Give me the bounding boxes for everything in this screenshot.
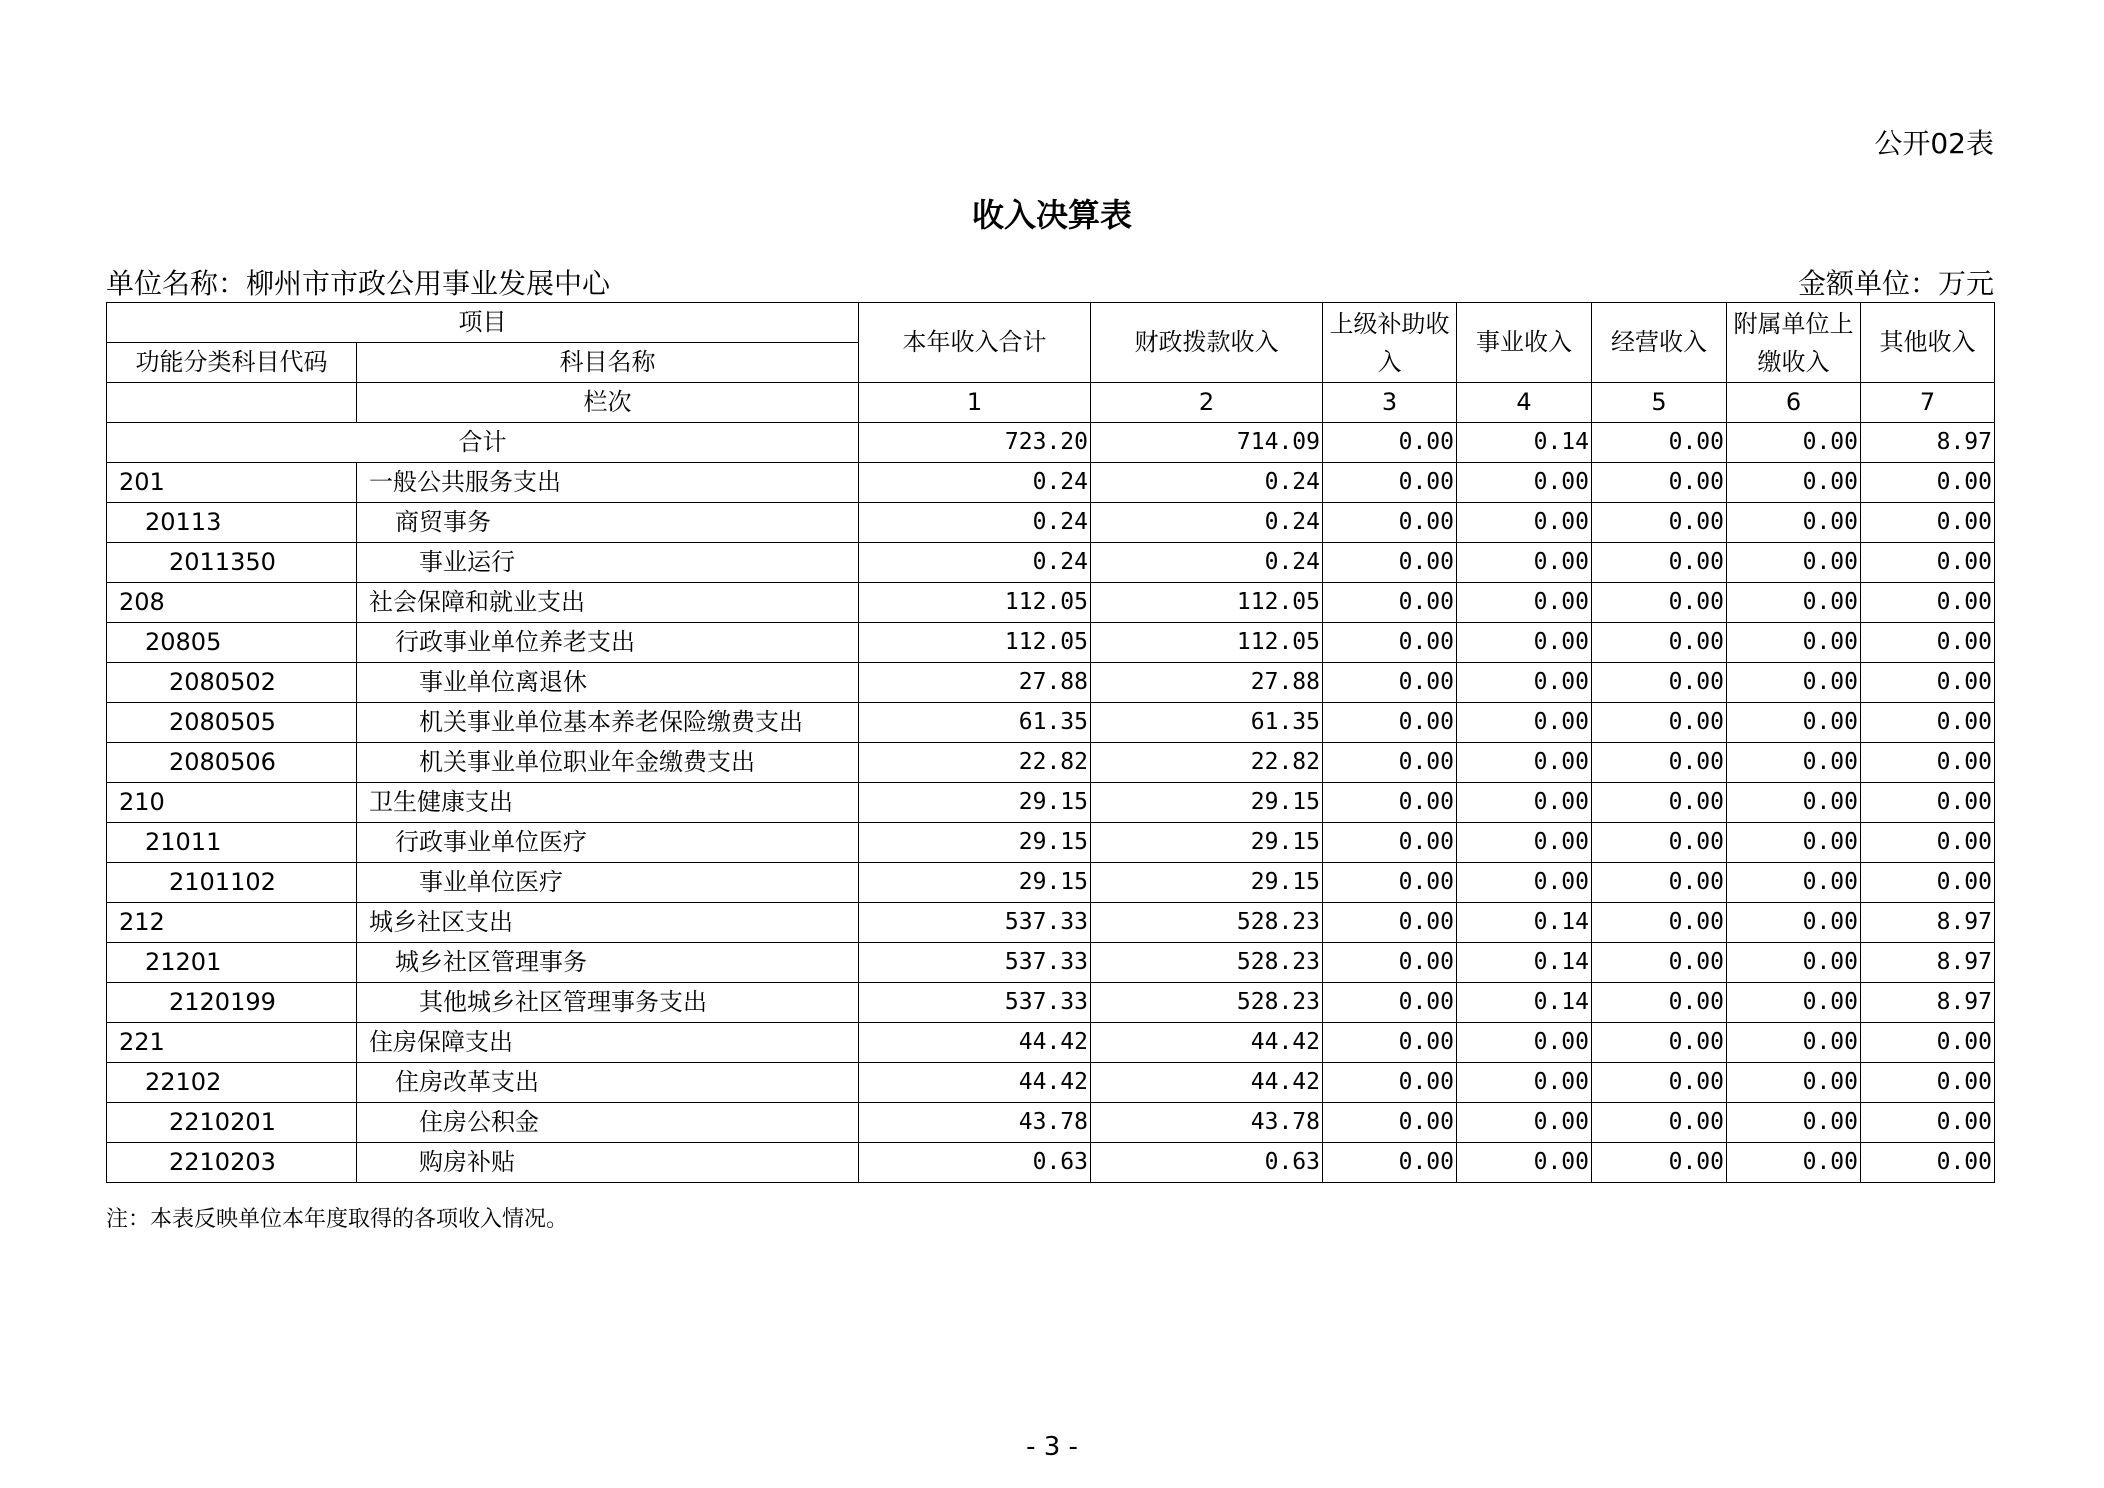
row-value: 0.00 xyxy=(1861,1023,1995,1063)
table-row xyxy=(107,663,1995,703)
row-value: 29.15 xyxy=(1091,863,1323,903)
row-value: 0.00 xyxy=(1323,543,1457,583)
row-value: 112.05 xyxy=(1091,623,1323,663)
row-value: 537.33 xyxy=(859,903,1091,943)
row-value: 0.00 xyxy=(1457,663,1592,703)
row-value: 528.23 xyxy=(1091,983,1323,1023)
table-row xyxy=(107,983,1995,1023)
row-value: 0.00 xyxy=(1592,743,1727,783)
table-row xyxy=(107,623,1995,663)
row-value: 0.00 xyxy=(1861,743,1995,783)
index-label: 栏次 xyxy=(357,383,859,423)
row-value: 0.00 xyxy=(1592,703,1727,743)
table-row xyxy=(107,743,1995,783)
row-code: 2120199 xyxy=(107,983,357,1023)
header-code: 功能分类科目代码 xyxy=(107,343,357,383)
row-name: 行政事业单位医疗 xyxy=(357,823,859,863)
row-name: 其他城乡社区管理事务支出 xyxy=(357,983,859,1023)
row-value: 44.42 xyxy=(859,1063,1091,1103)
row-value: 22.82 xyxy=(1091,743,1323,783)
row-code: 212 xyxy=(107,903,357,943)
row-value: 0.00 xyxy=(1457,703,1592,743)
row-value: 0.24 xyxy=(859,543,1091,583)
row-value: 44.42 xyxy=(1091,1023,1323,1063)
row-value: 0.00 xyxy=(1457,783,1592,823)
table-row xyxy=(107,503,1995,543)
row-code: 20113 xyxy=(107,503,357,543)
row-value: 0.00 xyxy=(1727,543,1861,583)
row-value: 0.00 xyxy=(1861,503,1995,543)
row-value: 0.00 xyxy=(1727,743,1861,783)
row-name: 城乡社区支出 xyxy=(357,903,859,943)
row-value: 44.42 xyxy=(859,1023,1091,1063)
row-value: 0.00 xyxy=(1592,903,1727,943)
row-value: 0.00 xyxy=(1861,863,1995,903)
row-value: 112.05 xyxy=(1091,583,1323,623)
row-value: 528.23 xyxy=(1091,903,1323,943)
income-table xyxy=(106,302,1995,1183)
row-value: 0.00 xyxy=(1457,503,1592,543)
row-value: 0.00 xyxy=(1457,583,1592,623)
row-value: 0.00 xyxy=(1323,943,1457,983)
row-value: 0.00 xyxy=(1592,983,1727,1023)
row-code: 2080506 xyxy=(107,743,357,783)
row-value: 44.42 xyxy=(1091,1063,1323,1103)
row-value: 0.00 xyxy=(1457,1103,1592,1143)
row-name: 事业单位医疗 xyxy=(357,863,859,903)
row-value: 0.00 xyxy=(1323,783,1457,823)
row-value: 0.00 xyxy=(1861,463,1995,503)
row-name: 城乡社区管理事务 xyxy=(357,943,859,983)
row-value: 0.63 xyxy=(1091,1143,1323,1183)
table-row xyxy=(107,783,1995,823)
form-code: 公开02表 xyxy=(1874,127,1994,160)
row-value: 0.00 xyxy=(1861,1103,1995,1143)
row-value: 0.00 xyxy=(1592,1143,1727,1183)
total-value: 8.97 xyxy=(1861,423,1995,463)
row-value: 0.00 xyxy=(1861,1063,1995,1103)
total-row xyxy=(107,423,1995,463)
table-row xyxy=(107,863,1995,903)
index-num: 1 xyxy=(859,383,1091,423)
row-value: 8.97 xyxy=(1861,983,1995,1023)
row-value: 0.00 xyxy=(1727,983,1861,1023)
row-value: 8.97 xyxy=(1861,903,1995,943)
row-value: 0.00 xyxy=(1592,463,1727,503)
row-value: 0.00 xyxy=(1592,503,1727,543)
index-row xyxy=(107,383,1995,423)
row-name: 事业单位离退休 xyxy=(357,663,859,703)
row-code: 20805 xyxy=(107,623,357,663)
row-value: 43.78 xyxy=(1091,1103,1323,1143)
row-value: 61.35 xyxy=(859,703,1091,743)
row-value: 0.00 xyxy=(1861,703,1995,743)
row-value: 0.00 xyxy=(1592,583,1727,623)
row-name: 住房保障支出 xyxy=(357,1023,859,1063)
index-blank xyxy=(107,383,357,423)
row-name: 机关事业单位基本养老保险缴费支出 xyxy=(357,703,859,743)
row-value: 0.00 xyxy=(1457,863,1592,903)
row-value: 0.00 xyxy=(1861,663,1995,703)
row-value: 0.00 xyxy=(1861,783,1995,823)
row-value: 0.00 xyxy=(1457,623,1592,663)
row-value: 0.14 xyxy=(1457,903,1592,943)
row-name: 卫生健康支出 xyxy=(357,783,859,823)
row-value: 0.00 xyxy=(1592,1103,1727,1143)
row-name: 事业运行 xyxy=(357,543,859,583)
table-row xyxy=(107,943,1995,983)
header-item: 项目 xyxy=(107,303,859,343)
table-row xyxy=(107,583,1995,623)
row-value: 0.00 xyxy=(1323,623,1457,663)
row-value: 22.82 xyxy=(859,743,1091,783)
table-note: 注：本表反映单位本年度取得的各项收入情况。 xyxy=(106,1207,569,1232)
row-value: 0.00 xyxy=(1727,823,1861,863)
index-num: 3 xyxy=(1323,383,1457,423)
row-value: 0.00 xyxy=(1592,663,1727,703)
row-name: 住房公积金 xyxy=(357,1103,859,1143)
row-value: 0.00 xyxy=(1457,743,1592,783)
row-value: 8.97 xyxy=(1861,943,1995,983)
row-value: 0.24 xyxy=(859,503,1091,543)
row-value: 0.00 xyxy=(1727,1143,1861,1183)
index-num: 7 xyxy=(1861,383,1995,423)
row-code: 2210203 xyxy=(107,1143,357,1183)
table-row xyxy=(107,903,1995,943)
row-value: 43.78 xyxy=(859,1103,1091,1143)
header-row-1 xyxy=(107,303,1995,343)
row-value: 0.00 xyxy=(1861,1143,1995,1183)
row-value: 0.00 xyxy=(1727,1103,1861,1143)
row-code: 2101102 xyxy=(107,863,357,903)
row-value: 0.00 xyxy=(1457,543,1592,583)
row-name: 行政事业单位养老支出 xyxy=(357,623,859,663)
row-value: 0.00 xyxy=(1727,463,1861,503)
row-value: 0.00 xyxy=(1727,863,1861,903)
row-value: 0.00 xyxy=(1323,503,1457,543)
row-value: 0.00 xyxy=(1323,823,1457,863)
row-value: 0.00 xyxy=(1323,1103,1457,1143)
row-value: 0.00 xyxy=(1727,1023,1861,1063)
row-value: 0.00 xyxy=(1727,583,1861,623)
row-code: 2210201 xyxy=(107,1103,357,1143)
row-code: 2080502 xyxy=(107,663,357,703)
total-value: 714.09 xyxy=(1091,423,1323,463)
row-value: 0.14 xyxy=(1457,943,1592,983)
row-name: 社会保障和就业支出 xyxy=(357,583,859,623)
total-value: 723.20 xyxy=(859,423,1091,463)
row-value: 0.00 xyxy=(1727,943,1861,983)
total-label: 合计 xyxy=(107,423,859,463)
page-title: 收入决算表 xyxy=(971,196,1132,234)
row-value: 0.00 xyxy=(1727,703,1861,743)
table-row xyxy=(107,463,1995,503)
total-value: 0.00 xyxy=(1727,423,1861,463)
index-num: 6 xyxy=(1727,383,1861,423)
row-value: 0.00 xyxy=(1457,463,1592,503)
row-value: 0.24 xyxy=(1091,503,1323,543)
row-name: 商贸事务 xyxy=(357,503,859,543)
row-value: 29.15 xyxy=(1091,823,1323,863)
row-value: 0.00 xyxy=(1323,1143,1457,1183)
row-code: 21201 xyxy=(107,943,357,983)
header-other: 其他收入 xyxy=(1861,303,1995,383)
amount-unit: 金额单位：万元 xyxy=(1797,267,1994,300)
row-value: 0.00 xyxy=(1592,623,1727,663)
row-value: 0.24 xyxy=(1091,543,1323,583)
row-code: 2080505 xyxy=(107,703,357,743)
row-value: 0.00 xyxy=(1323,1063,1457,1103)
row-value: 0.00 xyxy=(1457,1023,1592,1063)
row-name: 购房补贴 xyxy=(357,1143,859,1183)
row-value: 112.05 xyxy=(859,583,1091,623)
row-value: 0.14 xyxy=(1457,983,1592,1023)
row-value: 0.00 xyxy=(1592,783,1727,823)
row-value: 0.00 xyxy=(1323,703,1457,743)
row-value: 0.00 xyxy=(1323,903,1457,943)
row-value: 0.00 xyxy=(1592,543,1727,583)
row-value: 0.00 xyxy=(1457,823,1592,863)
row-value: 0.00 xyxy=(1592,1023,1727,1063)
header-affiliated: 附属单位上缴收入 xyxy=(1727,303,1861,383)
header-total: 本年收入合计 xyxy=(859,303,1091,383)
row-value: 0.00 xyxy=(1861,623,1995,663)
row-value: 0.00 xyxy=(1727,903,1861,943)
row-code: 21011 xyxy=(107,823,357,863)
row-value: 0.63 xyxy=(859,1143,1091,1183)
row-value: 0.24 xyxy=(1091,463,1323,503)
row-code: 22102 xyxy=(107,1063,357,1103)
row-code: 2011350 xyxy=(107,543,357,583)
row-code: 201 xyxy=(107,463,357,503)
row-value: 0.00 xyxy=(1457,1063,1592,1103)
table-row xyxy=(107,1143,1995,1183)
row-value: 0.24 xyxy=(859,463,1091,503)
total-value: 0.00 xyxy=(1592,423,1727,463)
row-value: 0.00 xyxy=(1592,823,1727,863)
row-value: 0.00 xyxy=(1323,983,1457,1023)
row-value: 27.88 xyxy=(859,663,1091,703)
row-value: 61.35 xyxy=(1091,703,1323,743)
row-value: 29.15 xyxy=(859,863,1091,903)
row-value: 0.00 xyxy=(1727,1063,1861,1103)
table-row xyxy=(107,1023,1995,1063)
table-row xyxy=(107,823,1995,863)
row-value: 0.00 xyxy=(1861,543,1995,583)
index-num: 2 xyxy=(1091,383,1323,423)
row-value: 0.00 xyxy=(1861,823,1995,863)
table-row xyxy=(107,703,1995,743)
row-value: 0.00 xyxy=(1323,743,1457,783)
header-operating: 经营收入 xyxy=(1592,303,1727,383)
row-value: 0.00 xyxy=(1727,623,1861,663)
row-value: 27.88 xyxy=(1091,663,1323,703)
row-value: 0.00 xyxy=(1323,463,1457,503)
row-code: 210 xyxy=(107,783,357,823)
row-value: 29.15 xyxy=(859,823,1091,863)
row-value: 0.00 xyxy=(1323,1023,1457,1063)
page-number: - 3 - xyxy=(1026,1432,1078,1462)
total-value: 0.14 xyxy=(1457,423,1592,463)
row-name: 住房改革支出 xyxy=(357,1063,859,1103)
header-superior: 上级补助收入 xyxy=(1323,303,1457,383)
row-value: 0.00 xyxy=(1861,583,1995,623)
row-code: 208 xyxy=(107,583,357,623)
row-value: 112.05 xyxy=(859,623,1091,663)
row-value: 0.00 xyxy=(1457,1143,1592,1183)
row-name: 一般公共服务支出 xyxy=(357,463,859,503)
row-value: 29.15 xyxy=(859,783,1091,823)
table-row xyxy=(107,1063,1995,1103)
index-num: 5 xyxy=(1592,383,1727,423)
row-value: 0.00 xyxy=(1592,943,1727,983)
row-name: 机关事业单位职业年金缴费支出 xyxy=(357,743,859,783)
table-row xyxy=(107,543,1995,583)
row-value: 537.33 xyxy=(859,943,1091,983)
row-value: 0.00 xyxy=(1727,503,1861,543)
unit-name: 单位名称：柳州市市政公用事业发展中心 xyxy=(106,267,611,300)
header-fiscal: 财政拨款收入 xyxy=(1091,303,1323,383)
row-value: 0.00 xyxy=(1323,583,1457,623)
row-value: 0.00 xyxy=(1592,863,1727,903)
index-num: 4 xyxy=(1457,383,1592,423)
row-value: 0.00 xyxy=(1592,1063,1727,1103)
row-value: 537.33 xyxy=(859,983,1091,1023)
header-business: 事业收入 xyxy=(1457,303,1592,383)
header-name: 科目名称 xyxy=(357,343,859,383)
total-value: 0.00 xyxy=(1323,423,1457,463)
row-value: 0.00 xyxy=(1323,663,1457,703)
row-value: 0.00 xyxy=(1727,663,1861,703)
row-value: 0.00 xyxy=(1323,863,1457,903)
row-value: 528.23 xyxy=(1091,943,1323,983)
row-code: 221 xyxy=(107,1023,357,1063)
table-row xyxy=(107,1103,1995,1143)
row-value: 0.00 xyxy=(1727,783,1861,823)
row-value: 29.15 xyxy=(1091,783,1323,823)
